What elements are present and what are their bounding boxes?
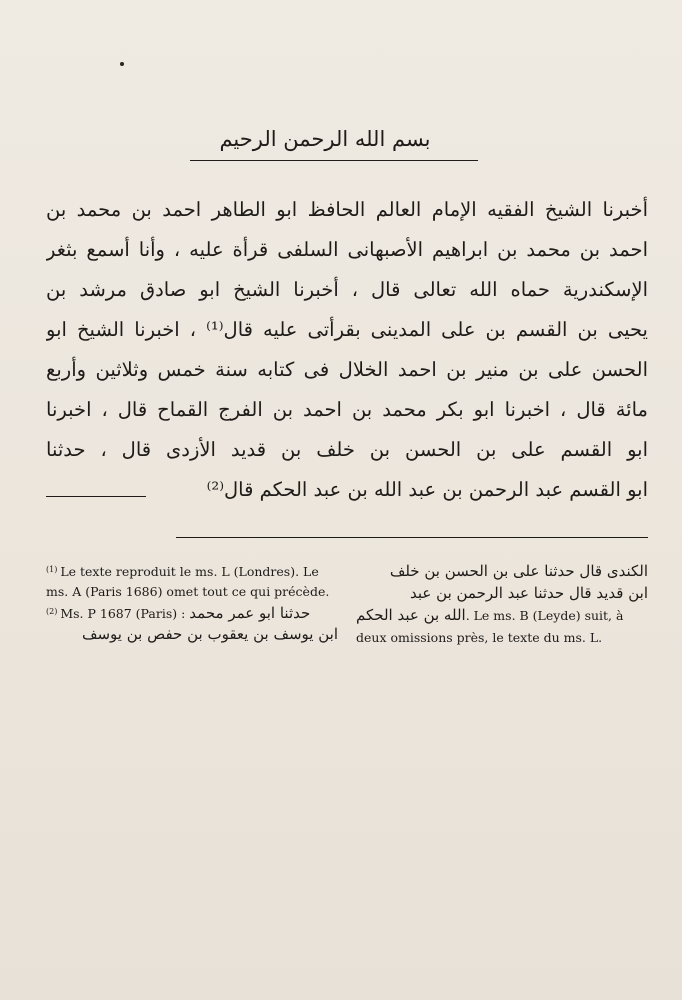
footnote-2-french: Ms. P 1687 (Paris) : xyxy=(60,606,186,621)
text-line-6: مائة قال ، اخبرنا ابو بكر محمد بن احمد بن الفرج القماح قال ، اخبرنا xyxy=(46,398,648,421)
arabic-main-text xyxy=(46,190,648,510)
footnotes xyxy=(46,560,648,670)
footnote-cont-arabic-3: الله بن عبد الحكم xyxy=(356,606,466,624)
footnote-1-line-2: ms. A (Paris 1686) omet tout ce qui précède. xyxy=(46,584,330,599)
footnote-2-marker: (2) xyxy=(46,607,58,616)
text-line-5: الحسن على بن منير بن احمد الخلال فى كتابه سنة خمس وثلاثين وأربع xyxy=(46,358,648,381)
text-line-8: ابو القسم عبد الرحمن بن عبد الله بن عبد الحكم قال⁽²⁾ xyxy=(206,478,648,501)
footnote-2-arabic-1: حدثنا ابو عمر محمد xyxy=(189,604,311,622)
footnote-2-line-1 xyxy=(46,602,338,624)
text-line-7: ابو القسم على بن الحسن بن خلف بن قديد الأزدى قال ، حدثنا xyxy=(46,438,648,461)
footnote-1-line-1 xyxy=(46,560,338,582)
footnote-cont-french-2: deux omissions près, le texte du ms. L. xyxy=(356,630,603,645)
footnote-cont-arabic-1: الكندى قال حدثنا على بن الحسن بن خلف xyxy=(389,562,648,580)
footnote-cont-french-1: . Le ms. B (Leyde) suit, à xyxy=(465,608,624,623)
footnotes-right-column xyxy=(356,560,648,649)
text-line-4: يحيى بن القسم بن على المدينى بقرأتى عليه قال⁽¹⁾ ، اخبرنا الشيخ ابو xyxy=(46,318,648,341)
text-line-2: احمد بن محمد بن ابراهيم الأصبهانى السلفى قرأة عليه ، وأنا أسمع بثغر xyxy=(46,238,648,261)
text-line-3: الإسكندرية حماه الله تعالى قال ، أخبرنا الشيخ ابو صادق مرشد بن xyxy=(46,278,648,301)
footnote-cont-mixed-line xyxy=(356,604,648,627)
underline-last-line xyxy=(176,537,648,538)
basmala-heading: بسم الله الرحمن الرحيم xyxy=(219,127,431,151)
footnote-1-text-1: Le texte reproduit le ms. L (Londres). Le xyxy=(60,564,319,579)
text-line-1: أخبرنا الشيخ الفقيه الإمام العالم الحافظ ابو الطاهر احمد بن محمد بن xyxy=(46,198,648,221)
footnote-cont-arabic-2: ابن قديد قال حدثنا عبد الرحمن بن عبد xyxy=(410,584,648,602)
underline-haddathana xyxy=(46,496,146,497)
footnote-2-arabic-2: ابن يوسف بن يعقوب بن حفص بن يوسف xyxy=(81,625,338,643)
footnote-1-marker: (1) xyxy=(46,565,58,574)
ink-dot xyxy=(120,62,124,66)
basmala-underline xyxy=(190,160,478,161)
footnotes-left-column xyxy=(46,560,338,644)
